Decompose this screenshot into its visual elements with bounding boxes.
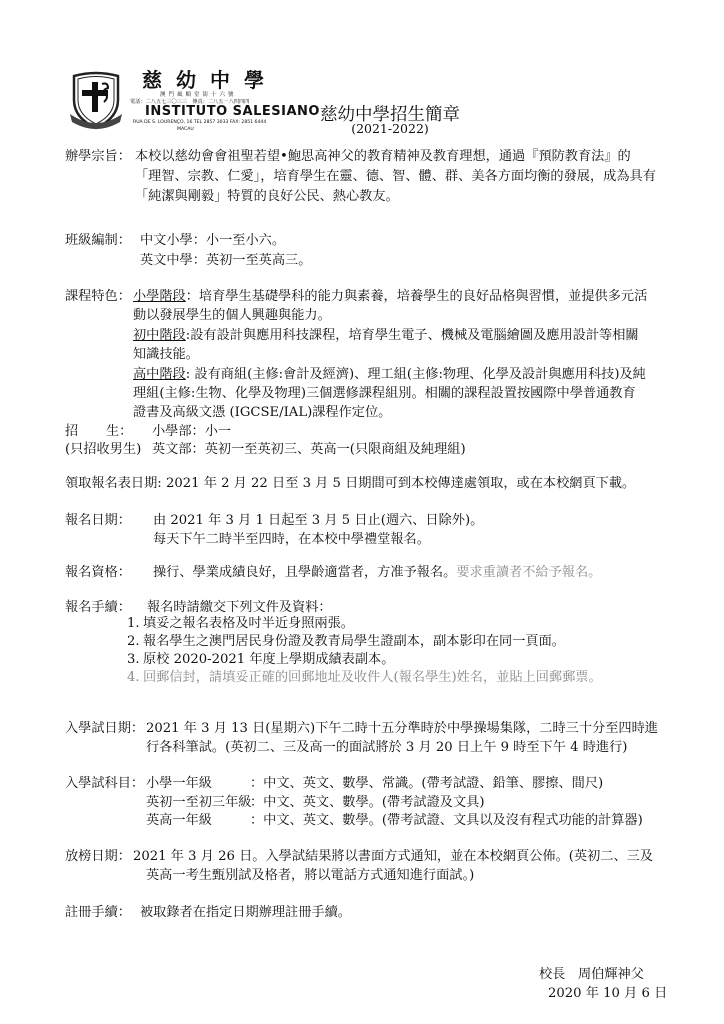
curriculum-primary xyxy=(133,288,647,306)
curriculum-senior-heading: 高中階段 xyxy=(133,367,186,382)
registration-date-label: 報名日期： xyxy=(65,513,131,528)
procedure-item-num: 1. xyxy=(127,616,140,631)
curriculum-junior-text: :設有設計與應用科技課程，培育學生電子、機械及電腦繪圖及應用設計等相關 xyxy=(185,328,639,343)
registration-date-line: 每天下午二時半至四時，在本校中學禮堂報名。 xyxy=(153,532,430,547)
procedure-item-num: 2. xyxy=(127,634,140,649)
classes-line: 中文小學：小一至小六。 xyxy=(140,233,286,248)
school-address-cn: 澳門風順堂街十六號 xyxy=(160,92,237,98)
results-label: 放榜日期： xyxy=(65,849,131,864)
eligibility-label: 報名資格： xyxy=(65,565,131,580)
curriculum-primary-text: ：培育學生基礎學科的能力與素養，培養學生的良好品格與習慣，並提供多元活 xyxy=(185,289,648,304)
procedure-label: 報名手續： xyxy=(65,600,131,615)
page-year: (2021-2022) xyxy=(351,121,429,136)
mission-line: 「理智、宗教、仁愛」，培育學生在靈、德、智、體、群、美各方面均衡的發展，成為具有 xyxy=(135,169,656,184)
procedure-item-num: 3. xyxy=(127,652,140,667)
procedure-item: 填妥之報名表格及吋半近身照兩張。 xyxy=(143,616,354,631)
procedure-item-num: 4. xyxy=(127,670,140,685)
curriculum-senior-line: 證書及高級文憑 (IGCSE/IAL)課程作定位。 xyxy=(133,405,392,420)
curriculum-senior xyxy=(133,366,646,384)
curriculum-junior-heading: 初中階段 xyxy=(133,328,186,343)
school-name-cn: 慈幼中學 xyxy=(142,68,278,92)
classes-line: 英文中學：英初一至英高三。 xyxy=(140,253,312,268)
exam-subjects-grade: 英高一年級 xyxy=(146,813,212,828)
results-line: 英高一考生甄別試及格者，將以電話方式通知進行面試。) xyxy=(146,868,475,883)
exam-date-line: 行各科筆試。(英初二、三及高一的面試將於 3 月 20 日上午 9 時至下午 4 時進行) xyxy=(146,740,628,755)
curriculum-primary-line: 動以發展學生的個人興趣與能力。 xyxy=(133,308,331,323)
admission-english: 英文部：英初一至英初三、英高一(只限商組及純理組) xyxy=(152,442,466,457)
exam-subjects-grade: 小學一年級 xyxy=(146,776,212,791)
curriculum-junior xyxy=(133,327,639,345)
school-phone-cn: 電話：二八五七三〇三三 傳真：二八五一八四四四 xyxy=(130,99,250,105)
page-title: 慈幼中學招生簡章 xyxy=(320,105,460,125)
admission-note: (只招收男生) xyxy=(65,442,142,457)
admission-label-b: 生： xyxy=(106,424,133,439)
mission-label: 辦學宗旨： xyxy=(65,149,131,164)
exam-subjects-list: ：中文、英文、數學。(帶考試證及文具) xyxy=(250,795,485,810)
school-address-pt: RUA DE S. LOURENÇO, 16 TEL 2857 3033 FAX: 2851 6444 xyxy=(133,120,267,125)
mission-line: 本校以慈幼會會祖聖若望•鮑思高神父的教育精神及教育理想，通過『預防教育法』的 xyxy=(135,149,631,164)
curriculum-primary-heading: 小學階段 xyxy=(133,289,186,304)
mission-line: 「純潔與剛毅」特質的良好公民、熱心教友。 xyxy=(135,189,399,204)
signature-date: 2020 年 10 月 6 日 xyxy=(548,986,668,1001)
curriculum-junior-line: 知識技能。 xyxy=(133,347,199,362)
signature-title: 校長 xyxy=(539,967,566,982)
admission-primary: 小學部：小一 xyxy=(152,424,232,439)
enrolment-label: 註冊手續： xyxy=(65,905,131,920)
signature-name: 周伯輝神父 xyxy=(578,967,644,982)
curriculum-senior-line: 理組(主修:生物、化學及物理)三個選修課程組別。相關的課程設置按國際中學普通教育 xyxy=(133,386,636,401)
exam-subjects-grade: 英初一至初三年級 xyxy=(146,795,252,810)
results-line: 2021 年 3 月 26 日。入學試結果將以書面方式通知，並在本校網頁公佈。(英初二、三及 xyxy=(133,849,654,864)
classes-label: 班級編制： xyxy=(65,233,131,248)
exam-subjects-list: ：中文、英文、數學、常識。(帶考試證、鉛筆、膠擦、間尺) xyxy=(250,776,604,791)
curriculum-label: 課程特色： xyxy=(65,289,131,304)
exam-subjects-label: 入學試科目： xyxy=(65,776,145,791)
enrolment-text: 被取錄者在指定日期辦理註冊手續。 xyxy=(140,905,351,920)
exam-subjects-list: ：中文、英文、數學。(帶考試證、文具以及沒有程式功能的計算器) xyxy=(250,813,643,828)
eligibility-main: 操行、學業成績良好，且學齡適當者，方准予報名。 xyxy=(153,565,457,580)
exam-date-line: 2021 年 3 月 13 日(星期六)下午二時十五分準時於中學操場集隊，二時三十分至四時進 xyxy=(146,721,658,736)
procedure-item: 原校 2020-2021 年度上學期成績表副本。 xyxy=(143,652,395,667)
registration-date-line: 由 2021 年 3 月 1 日起至 3 月 5 日止(週六、日除外)。 xyxy=(153,513,484,528)
procedure-item: 回郵信封，請填妥正確的回郵地址及收件人(報名學生)姓名，並貼上回郵郵票。 xyxy=(143,670,602,685)
school-city: MACAU xyxy=(177,127,194,132)
eligibility-note: 要求重讀者不給予報名。 xyxy=(456,565,602,580)
school-name-pt: INSTITUTO SALESIANO xyxy=(145,104,320,119)
procedure-intro: 報名時請繳交下列文件及資料： xyxy=(147,600,332,615)
eligibility-text xyxy=(153,564,601,582)
form-collection: 領取報名表日期: 2021 年 2 月 22 日至 3 月 5 日期間可到本校傳達處領取，或在本校網頁下載。 xyxy=(65,476,636,491)
procedure-item: 報名學生之澳門居民身份證及教青局學生證副本，副本影印在同一頁面。 xyxy=(143,634,565,649)
curriculum-senior-text: : 設有商組(主修:會計及經濟)、理工組(主修:物理、化學及設計與應用科技)及純 xyxy=(185,367,646,382)
exam-date-label: 入學試日期： xyxy=(65,721,145,736)
admission-label-a: 招 xyxy=(65,424,79,439)
